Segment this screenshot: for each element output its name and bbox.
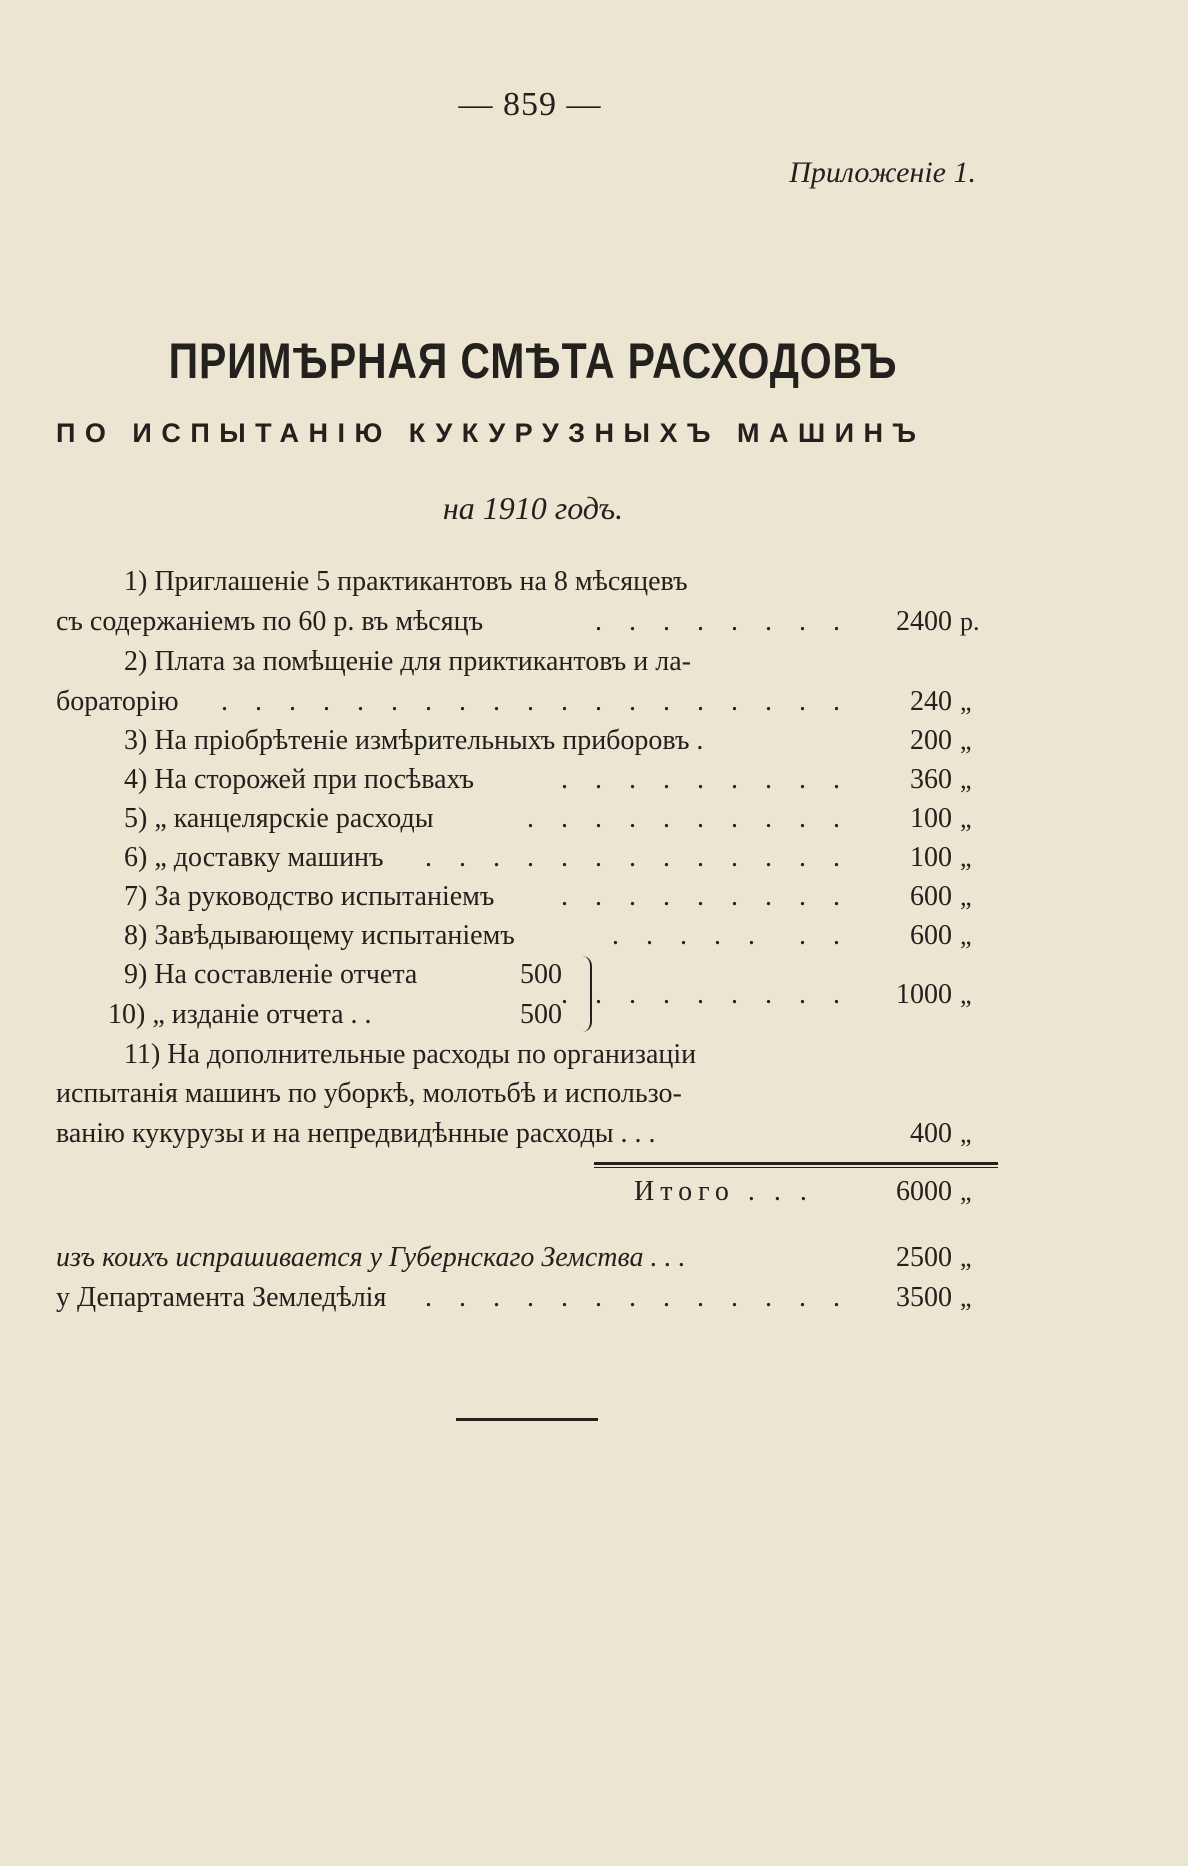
leader-dots: . . . . . . . — [612, 920, 850, 951]
item-text: 6) „ доставку машинъ — [124, 842, 384, 873]
item-2-line-2 — [56, 682, 996, 722]
item-text: испытанiя машинъ по уборкѣ, молотьбѣ и использо- — [56, 1078, 682, 1109]
item-amount: 100 — [910, 842, 952, 873]
leader-dots: . . . . . . . . . . . . . — [425, 842, 850, 873]
funding-amount: 2500 — [896, 1242, 952, 1273]
item-amount: 2400 — [896, 606, 952, 637]
leader-dots: . . . . . . . . . — [561, 979, 850, 1010]
item-8 — [56, 916, 996, 956]
document-title: ПРИМѢРНАЯ СМѢТА РАСХОДОВЪ — [168, 333, 898, 389]
ditto-mark: „ — [960, 1177, 972, 1206]
item-7 — [56, 877, 996, 917]
item-text: бораторiю — [56, 686, 179, 717]
ditto-mark: „ — [960, 726, 972, 755]
leader-dots: . . . . . . . . . . . . . — [425, 1282, 850, 1313]
item-text: 4) На сторожей при посѣвахъ — [124, 764, 474, 795]
ditto-mark: „ — [960, 687, 972, 716]
item-text: 11) На дополнительные расходы по организацiи — [124, 1039, 697, 1070]
item-text: 8) Завѣдывающему испытанiемъ — [124, 920, 515, 951]
appendix-label: Приложенiе 1. — [789, 156, 976, 189]
item-1-line-1 — [56, 562, 996, 602]
item-amount: 200 — [910, 725, 952, 756]
leader-dots: . . . . . . . . — [595, 606, 850, 637]
ditto-mark: „ — [960, 1283, 972, 1312]
item-3 — [56, 721, 996, 761]
funding-label: изъ коихъ испрашивается у Губернскаго Земства . . . — [56, 1242, 686, 1273]
funding-zemstvo — [56, 1238, 996, 1278]
end-rule — [456, 1418, 598, 1421]
item-amount: 600 — [910, 920, 952, 951]
item-text: ванiю кукурузы и на непредвидѣнные расходы . . . — [56, 1118, 656, 1149]
item-text: 1) Приглашенiе 5 практикантовъ на 8 мѣсяцевъ — [124, 566, 688, 597]
item-text: съ содержанiемъ по 60 р. въ мѣсяцъ — [56, 606, 484, 637]
ditto-mark: „ — [960, 843, 972, 872]
total-rule — [594, 1162, 998, 1165]
currency-unit: р. — [960, 607, 980, 636]
item-text: 2) Плата за помѣщенiе для приктикантовъ и ла- — [124, 646, 691, 677]
item-1-line-2 — [56, 602, 996, 642]
leader-dots: . . . . . . . . . — [561, 764, 850, 795]
ditto-mark: „ — [960, 882, 972, 911]
funding-amount: 3500 — [896, 1282, 952, 1313]
item-sub-amount: 500 — [520, 959, 562, 990]
ditto-mark: „ — [960, 1119, 972, 1148]
leader-dots: . . . . . . . . . . . . . . . . . . . — [221, 686, 850, 717]
item-amount: 100 — [910, 803, 952, 834]
funding-label: у Департамента Земледѣлiя — [56, 1282, 387, 1313]
item-text: 10) „ изданiе отчета . . — [108, 999, 372, 1030]
item-11-line-1 — [56, 1035, 996, 1075]
ditto-mark: „ — [960, 980, 972, 1009]
ditto-mark: „ — [960, 804, 972, 833]
item-text: 9) На составленiе отчета — [124, 959, 418, 990]
leader-dots: . . . . . . . . . . — [527, 803, 850, 834]
total-label: Итого . . . — [634, 1176, 813, 1207]
item-2-line-1 — [56, 642, 996, 682]
item-5 — [56, 799, 996, 839]
document-subtitle: ПО ИСПЫТАНIЮ КУКУРУЗНЫХЪ МАШИНЪ — [56, 418, 926, 448]
item-text: 5) „ канцелярскiе расходы — [124, 803, 434, 834]
item-text: 7) За руководство испытанiемъ — [124, 881, 495, 912]
item-amount: 600 — [910, 881, 952, 912]
leader-dots: . . . . . . . . . — [561, 881, 850, 912]
total-row — [56, 1172, 996, 1212]
funding-department — [56, 1278, 996, 1318]
item-amount: 360 — [910, 764, 952, 795]
total-rule-thin — [594, 1167, 998, 1168]
item-9-10-total — [56, 975, 996, 1015]
item-11-line-3 — [56, 1114, 996, 1154]
total-amount: 6000 — [896, 1176, 952, 1207]
item-11-line-2 — [56, 1074, 996, 1114]
item-sub-amount: 500 — [520, 999, 562, 1030]
item-6 — [56, 838, 996, 878]
ditto-mark: „ — [960, 1243, 972, 1272]
item-amount: 400 — [910, 1118, 952, 1149]
item-4 — [56, 760, 996, 800]
item-amount: 240 — [910, 686, 952, 717]
document-year: на 1910 годъ. — [442, 490, 624, 526]
item-text: 3) На прiобрѣтенiе измѣрительныхъ приборовъ . — [124, 725, 704, 756]
page-number: — 859 — — [458, 86, 602, 123]
ditto-mark: „ — [960, 921, 972, 950]
item-amount: 1000 — [896, 979, 952, 1010]
ditto-mark: „ — [960, 765, 972, 794]
